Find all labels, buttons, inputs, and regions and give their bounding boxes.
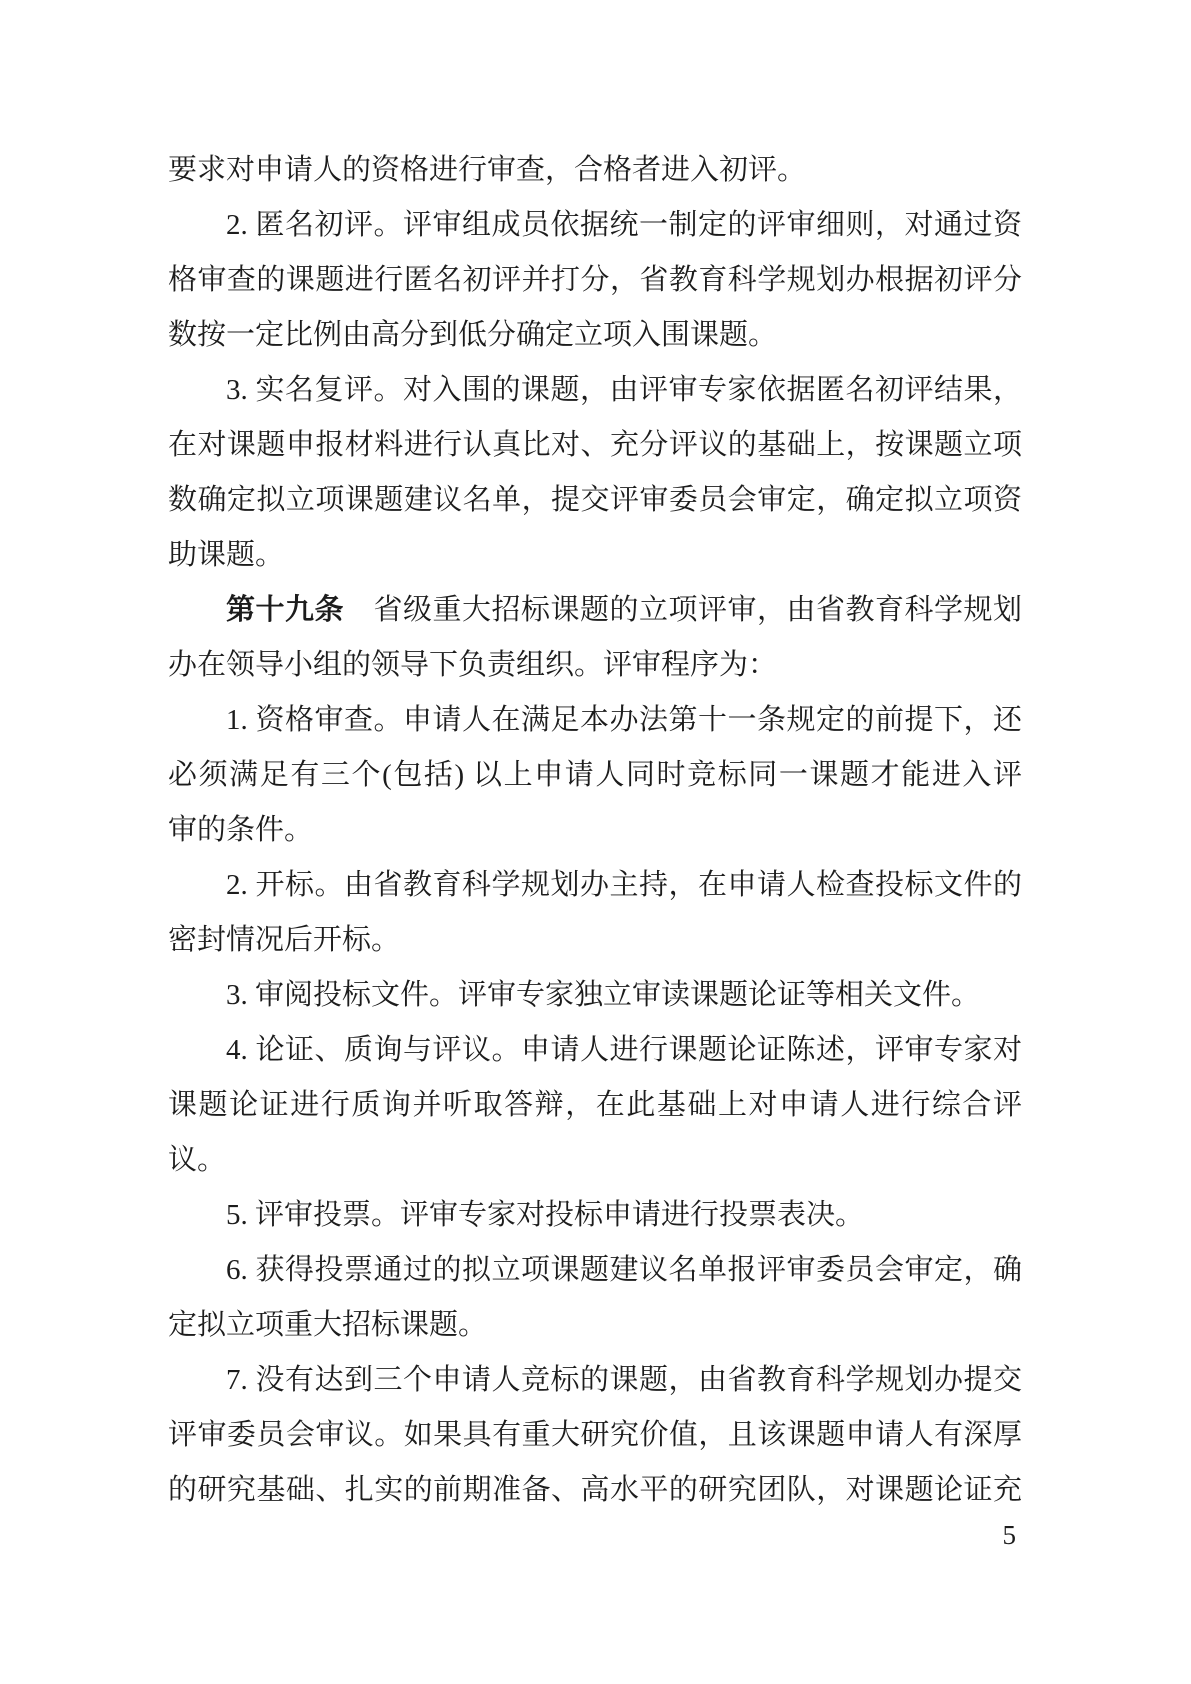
- text-run: 格审查的课题进行匿名初评并打分，省教育科学规划办根据初评分: [168, 264, 1022, 296]
- paragraph: [168, 583, 1022, 693]
- text-run: 议。: [168, 1144, 227, 1176]
- text-run: 6. 获得投票通过的拟立项课题建议名单报评审委员会审定，确: [226, 1254, 1022, 1286]
- text-line: [168, 1188, 1022, 1243]
- text-line: [168, 638, 1022, 693]
- text-line: [168, 748, 1022, 803]
- text-run: 要求对申请人的资格进行审查，合格者进入初评。: [168, 154, 807, 186]
- text-line: [168, 1243, 1022, 1298]
- text-run: 省级重大招标课题的立项评审，由省教育科学规划: [344, 594, 1022, 626]
- text-line: [168, 583, 1022, 638]
- text-line: [168, 1298, 1022, 1353]
- text-run: 评审委员会审议。如果具有重大研究价值，且该课题申请人有深厚: [168, 1419, 1022, 1451]
- text-run: 数确定拟立项课题建议名单，提交评审委员会审定，确定拟立项资: [168, 484, 1022, 516]
- text-run: 7. 没有达到三个申请人竞标的课题，由省教育科学规划办提交: [226, 1364, 1022, 1396]
- paragraph: [168, 1023, 1022, 1188]
- text-run: 必须满足有三个(包括) 以上申请人同时竞标同一课题才能进入评: [168, 759, 1022, 791]
- text-run: 定拟立项重大招标课题。: [168, 1309, 488, 1341]
- paragraph: [168, 858, 1022, 968]
- text-line: [168, 528, 1022, 583]
- text-run: 5. 评审投票。评审专家对投标申请进行投票表决。: [226, 1199, 865, 1231]
- paragraph: [168, 363, 1022, 583]
- text-line: [168, 198, 1022, 253]
- text-line: [168, 913, 1022, 968]
- text-run: 密封情况后开标。: [168, 924, 401, 956]
- text-line: [168, 308, 1022, 363]
- text-line: [168, 1078, 1022, 1133]
- text-line: [168, 968, 1022, 1023]
- page-body-text: [168, 143, 1022, 1518]
- text-line: [168, 803, 1022, 858]
- text-run: 数按一定比例由高分到低分确定立项入围课题。: [168, 319, 778, 351]
- article-heading-bold: 第十九条: [226, 594, 344, 626]
- text-line: [168, 418, 1022, 473]
- text-run: 的研究基础、扎实的前期准备、高水平的研究团队，对课题论证充: [168, 1474, 1022, 1506]
- text-run: 审的条件。: [168, 814, 314, 846]
- page-number: 5: [1002, 1520, 1016, 1550]
- paragraph: [168, 143, 1022, 198]
- text-line: [168, 1463, 1022, 1518]
- text-run: 办在领导小组的领导下负责组织。评审程序为：: [168, 649, 778, 681]
- paragraph: [168, 198, 1022, 363]
- text-line: [168, 693, 1022, 748]
- text-line: [168, 858, 1022, 913]
- paragraph: [168, 1353, 1022, 1518]
- paragraph: [168, 1243, 1022, 1353]
- text-run: 助课题。: [168, 539, 285, 571]
- text-run: 4. 论证、质询与评议。申请人进行课题论证陈述，评审专家对: [226, 1034, 1022, 1066]
- paragraph: [168, 1188, 1022, 1243]
- text-line: [168, 1133, 1022, 1188]
- text-line: [168, 253, 1022, 308]
- paragraph: [168, 693, 1022, 858]
- text-run: 2. 匿名初评。评审组成员依据统一制定的评审细则，对通过资: [226, 209, 1022, 241]
- text-run: 在对课题申报材料进行认真比对、充分评议的基础上，按课题立项: [168, 429, 1022, 461]
- text-run: 课题论证进行质询并听取答辩，在此基础上对申请人进行综合评: [168, 1089, 1022, 1121]
- text-run: 2. 开标。由省教育科学规划办主持，在申请人检查投标文件的: [226, 869, 1022, 901]
- paragraph: [168, 968, 1022, 1023]
- text-line: [168, 473, 1022, 528]
- text-line: [168, 1023, 1022, 1078]
- text-run: 3. 实名复评。对入围的课题，由评审专家依据匿名初评结果，: [226, 374, 1022, 406]
- text-run: 3. 审阅投标文件。评审专家独立审读课题论证等相关文件。: [226, 979, 981, 1011]
- text-run: 1. 资格审查。申请人在满足本办法第十一条规定的前提下，还: [226, 704, 1022, 736]
- text-line: [168, 1353, 1022, 1408]
- text-line: [168, 1408, 1022, 1463]
- text-line: [168, 363, 1022, 418]
- text-line: [168, 143, 1022, 198]
